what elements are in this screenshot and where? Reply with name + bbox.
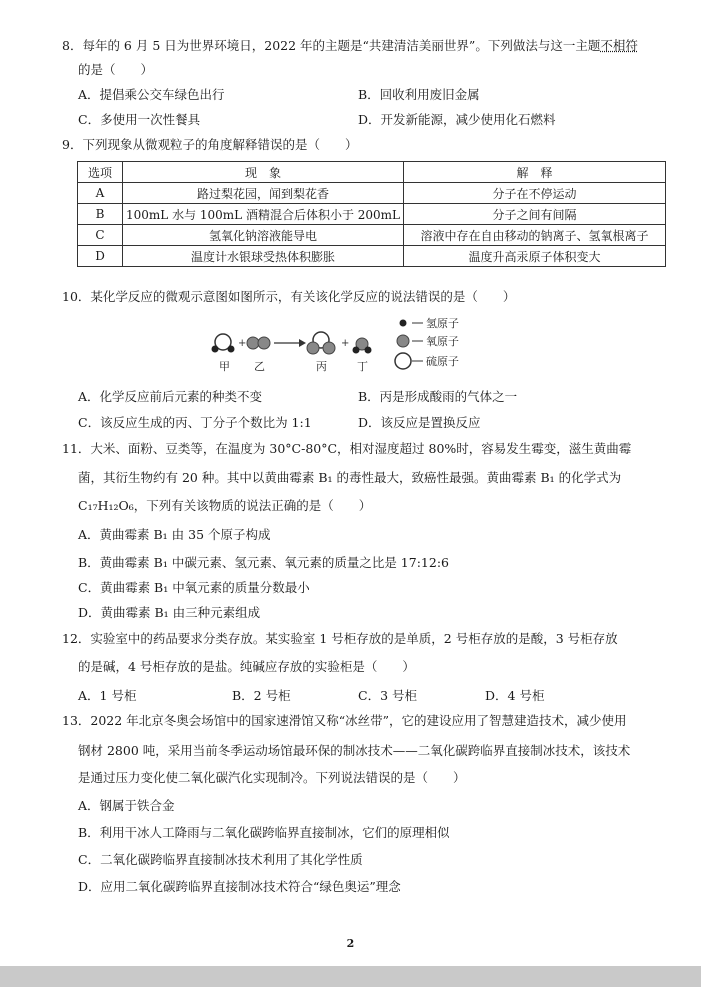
q9-header-phenomenon: 现 象: [123, 162, 404, 183]
q8-emphasis: 不相符: [600, 38, 638, 53]
molecule-bing: [307, 332, 335, 354]
legend-sulfur-icon: [395, 353, 411, 369]
table-cell: 温度计水银球受热体积膨胀: [123, 246, 404, 267]
q12-option-c: C．3 号柜: [358, 688, 417, 703]
legend-sulfur-label: 硫原子: [426, 355, 459, 368]
q13-stem-line3: 是通过压力变化使二氧化碳汽化实现制冷。下列说法错误的是（ ）: [78, 770, 466, 785]
oxygen-atom-icon: [307, 342, 319, 354]
q12-option-a: A．1 号柜: [78, 688, 137, 703]
table-cell: 100mL 水与 100mL 酒精混合后体积小于 200mL: [123, 204, 404, 225]
q10-option-a: A．化学反应前后元素的种类不变: [78, 389, 263, 404]
q8-stem-text: 8．每年的 6 月 5 日为世界环境日，2022 年的主题是“共建清洁美丽世界”。下列做法与这一主题: [62, 38, 601, 53]
table-cell: 温度升高汞原子体积变大: [404, 246, 666, 267]
q9-stem: 9．下列现象从微观粒子的角度解释错误的是（ ）: [62, 137, 358, 152]
q13-stem-line1: 13．2022 年北京冬奥会场馆中的国家速滑馆又称“冰丝带”，它的建设应用了智慧建造技术，减少使用: [62, 713, 627, 728]
oxygen-atom-icon: [258, 337, 270, 349]
q11-option-a: A．黄曲霉素 B₁ 由 35 个原子构成: [78, 527, 271, 542]
table-cell: 分子在不停运动: [404, 183, 666, 204]
q8-option-b: B．回收利用废旧金属: [358, 87, 480, 102]
plus-sign: +: [238, 338, 247, 349]
q8-option-c: C．多使用一次性餐具: [78, 112, 201, 127]
q10-stem: 10．某化学反应的微观示意图如图所示，有关该化学反应的说法错误的是（ ）: [62, 289, 516, 304]
q8-option-a: A．提倡乘公交车绿色出行: [78, 87, 225, 102]
hydrogen-atom-icon: [365, 347, 372, 354]
q8-option-d: D．开发新能源，减少使用化石燃料: [358, 112, 556, 127]
q9-header-option: 选项: [78, 162, 123, 183]
hydrogen-atom-icon: [353, 347, 360, 354]
q13-option-a: A．钢属于铁合金: [78, 798, 175, 813]
oxygen-atom-icon: [247, 337, 259, 349]
q11-stem-line3: C₁₇H₁₂O₆，下列有关该物质的说法正确的是（ ）: [78, 498, 372, 513]
hydrogen-atom-icon: [212, 346, 219, 353]
oxygen-atom-icon: [323, 342, 335, 354]
label-bing: 丙: [316, 360, 327, 373]
q8-stem-line2: 的是（ ）: [78, 62, 154, 77]
legend-hydrogen-label: 氢原子: [426, 317, 459, 330]
q8-stem-line1: [62, 38, 638, 54]
label-yi: 乙: [254, 360, 265, 373]
legend-hydrogen-icon: [400, 320, 407, 327]
legend-oxygen-icon: [397, 335, 409, 347]
q9-table-header: [78, 162, 666, 183]
q11-option-d: D．黄曲霉素 B₁ 由三种元素组成: [78, 605, 261, 620]
page-number: 2: [346, 937, 355, 950]
table-cell: D: [78, 246, 123, 267]
legend-oxygen-label: 氧原子: [426, 335, 459, 348]
q12-option-d: D．4 号柜: [485, 688, 545, 703]
q13-stem-line2: 钢材 2800 吨，采用当前冬季运动场馆最环保的制冰技术——二氧化碳跨临界直接制冰技术，该技术: [78, 743, 631, 758]
q12-option-b: B．2 号柜: [232, 688, 291, 703]
q11-option-b: B．黄曲霉素 B₁ 中碳元素、氢元素、氧元素的质量之比是 17:12:6: [78, 555, 449, 570]
molecule-jia: [212, 334, 235, 353]
q9-table-row: [78, 183, 666, 204]
label-jia: 甲: [219, 360, 230, 373]
table-cell: C: [78, 225, 123, 246]
table-cell: 分子之间有间隔: [404, 204, 666, 225]
q9-table-row: [78, 246, 666, 267]
q12-stem-line1: 12．实验室中的药品要求分类存放。某实验室 1 号柜存放的是单质，2 号柜存放的是酸，3 号柜存放: [62, 631, 618, 646]
q10-option-c: C．该反应生成的丙、丁分子个数比为 1:1: [78, 415, 312, 430]
arrow-head-icon: [299, 339, 306, 347]
table-cell: 路过梨花园，闻到梨花香: [123, 183, 404, 204]
q10-option-b: B．丙是形成酸雨的气体之一: [358, 389, 518, 404]
q13-option-d: D．应用二氧化碳跨临界直接制冰技术符合“绿色奥运”理念: [78, 879, 401, 894]
table-cell: B: [78, 204, 123, 225]
q12-stem-line2: 的是碱，4 号柜存放的是盐。纯碱应存放的实验柜是（ ）: [78, 659, 415, 674]
q13-option-b: B．利用干冰人工降雨与二氧化碳跨临界直接制冰，它们的原理相似: [78, 825, 450, 840]
table-cell: A: [78, 183, 123, 204]
q10-reaction-diagram: [205, 312, 485, 374]
molecule-yi: [247, 337, 270, 349]
q9-table-row: [78, 225, 666, 246]
q9-table: [77, 161, 666, 267]
footer-bar: [0, 966, 701, 987]
q10-legend: [395, 316, 459, 369]
hydrogen-atom-icon: [228, 346, 235, 353]
q9-header-explanation: 解 释: [404, 162, 666, 183]
table-cell: 氢氧化钠溶液能导电: [123, 225, 404, 246]
q11-stem-line1: 11．大米、面粉、豆类等，在温度为 30°C-80°C，相对湿度超过 80%时，容易发生霉变，滋生黄曲霉: [62, 441, 632, 456]
molecule-ding: [353, 338, 372, 354]
plus-sign: +: [341, 338, 350, 349]
label-ding: 丁: [357, 360, 368, 373]
q11-option-c: C．黄曲霉素 B₁ 中氧元素的质量分数最小: [78, 580, 310, 595]
q13-option-c: C．二氧化碳跨临界直接制冰技术利用了其化学性质: [78, 852, 363, 867]
q10-option-d: D．该反应是置换反应: [358, 415, 481, 430]
table-cell: 溶液中存在自由移动的钠离子、氢氧根离子: [404, 225, 666, 246]
q9-table-row: [78, 204, 666, 225]
q11-stem-line2: 菌，其衍生物约有 20 种。其中以黄曲霉素 B₁ 的毒性最大，致癌性最强。黄曲霉素 B₁ 的化学式为: [78, 470, 622, 485]
